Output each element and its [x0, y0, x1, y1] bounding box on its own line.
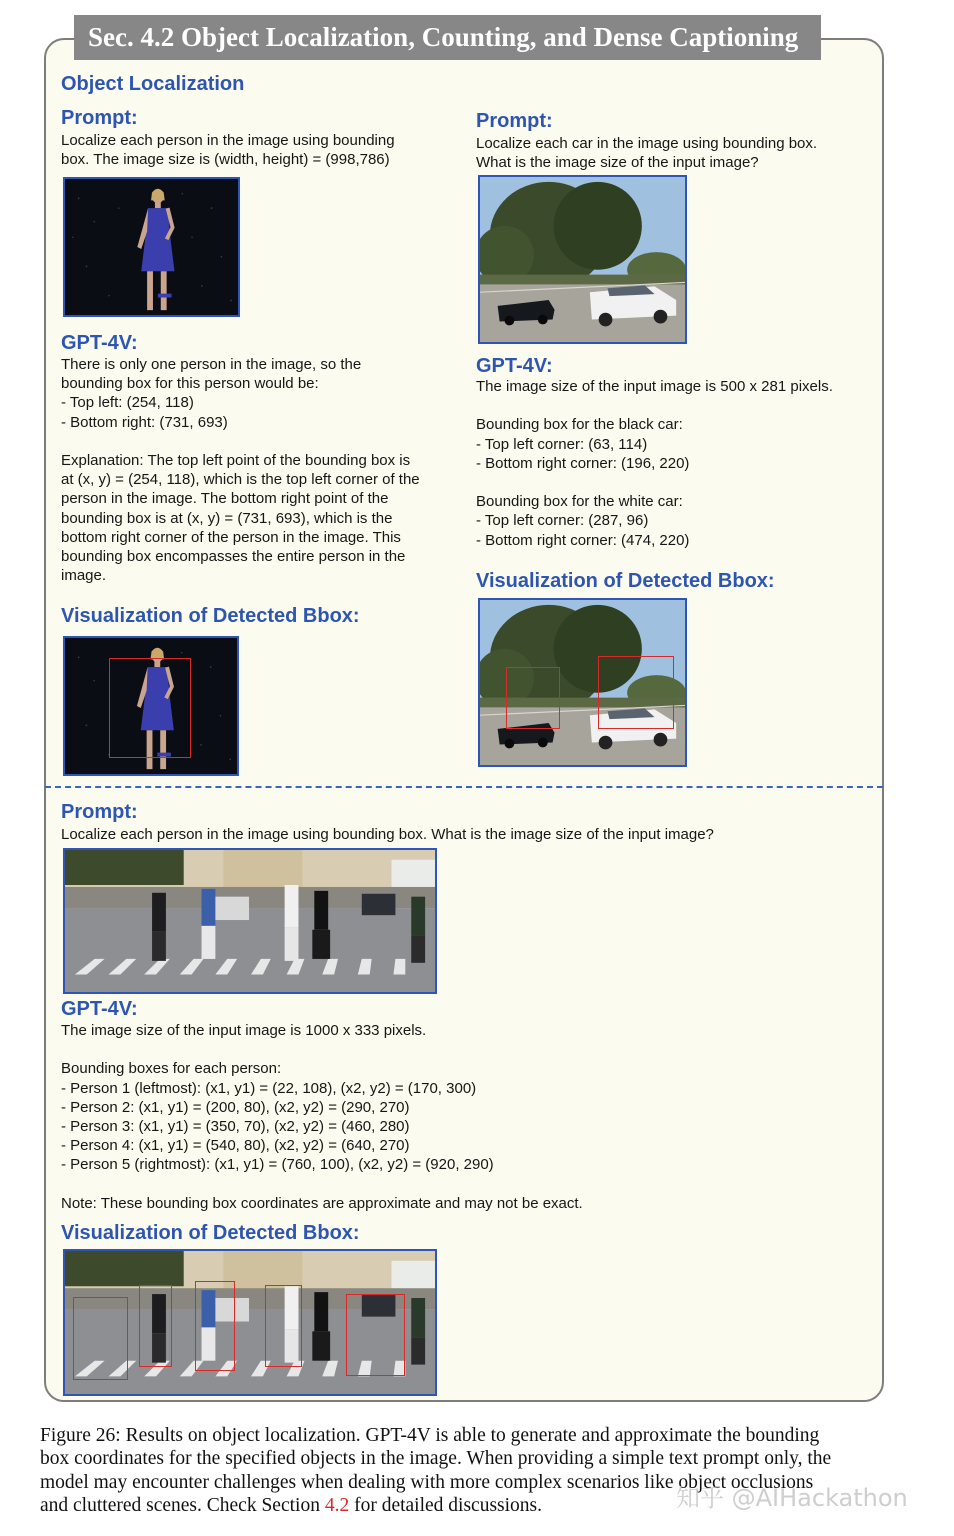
text-line: Localize each person in the image using bounding	[61, 132, 395, 149]
text-line: bounding box is at (x, y) = (731, 693), which is the	[61, 509, 393, 527]
ex3-vis-image	[63, 1249, 437, 1396]
text-line: Localize each car in the image using bounding box.	[476, 135, 818, 152]
bbox-white-car	[598, 656, 675, 729]
text-line: image.	[61, 567, 107, 585]
text-line: - Person 3: (x1, y1) = (350, 70), (x2, y2) = (460, 280)	[61, 1118, 410, 1135]
blank-line	[476, 473, 833, 492]
crosswalk-photo	[65, 850, 435, 992]
text-line: Note: These bounding box coordinates are approximate and may not be exact.	[61, 1194, 583, 1212]
caption-text: for detailed discussions.	[349, 1495, 543, 1517]
ex3-response-label: GPT-4V:	[61, 998, 138, 1020]
blank-line	[61, 432, 420, 451]
ex2-vis-label: Visualization of Detected Bbox:	[476, 570, 775, 592]
text-line: Explanation: The top left point of the bounding box is	[61, 452, 411, 469]
text-line: bottom right corner of the person in the image. This	[61, 528, 401, 546]
bbox-person-1	[73, 1297, 128, 1379]
caption-line: model may encounter challenges when dealing with more complex scenarios like object occlusions	[40, 1471, 814, 1493]
ex1-vis-image	[63, 636, 239, 776]
text-line: - Bottom right: (731, 693)	[61, 413, 228, 431]
text-line: - Person 2: (x1, y1) = (200, 80), (x2, y2) = (290, 270)	[61, 1098, 410, 1116]
text-line: There is only one person in the image, so the	[61, 356, 362, 373]
ex1-prompt-label: Prompt:	[61, 107, 138, 129]
text-line: box. The image size is (width, height) = (998,786)	[61, 151, 390, 169]
section-divider	[45, 786, 883, 788]
section-link[interactable]: 4.2	[324, 1495, 350, 1517]
text-line: - Top left corner: (63, 114)	[476, 435, 648, 453]
bbox-person-3	[195, 1281, 236, 1371]
ex2-vis-image	[478, 598, 687, 767]
text-line: Localize each person in the image using bounding box. What is the image size of the input image?	[61, 826, 714, 843]
ex3-prompt-text	[61, 825, 714, 844]
ex1-prompt-text	[61, 131, 395, 169]
ex3-prompt-label: Prompt:	[61, 801, 138, 823]
ex2-prompt-text	[476, 134, 817, 172]
text-line: What is the image size of the input image?	[476, 154, 759, 172]
ex3-input-image	[63, 848, 437, 994]
caption-line: Figure 26: Results on object localization. GPT-4V is able to generate and approximate the bounding	[40, 1425, 820, 1446]
text-line: person in the image. The bottom right point of the	[61, 490, 389, 508]
ex1-response-label: GPT-4V:	[61, 332, 138, 354]
concert-photo	[65, 179, 238, 315]
ex1-vis-label: Visualization of Detected Bbox:	[61, 605, 360, 627]
ex2-response-text	[476, 377, 833, 550]
ex2-prompt-label: Prompt:	[476, 110, 553, 132]
text-line: - Person 5 (rightmost): (x1, y1) = (760, 100), (x2, y2) = (920, 290)	[61, 1156, 494, 1174]
text-line: bounding box for this person would be:	[61, 375, 319, 393]
text-line: Bounding box for the black car:	[476, 416, 683, 434]
text-line: - Person 1 (leftmost): (x1, y1) = (22, 108), (x2, y2) = (170, 300)	[61, 1079, 477, 1097]
text-line: The image size of the input image is 1000 x 333 pixels.	[61, 1022, 427, 1039]
text-line: The image size of the input image is 500 x 281 pixels.	[476, 378, 833, 395]
watermark: 知乎 @AIHackathon	[676, 1484, 908, 1512]
text-line: Bounding box for the white car:	[476, 493, 683, 511]
ex2-input-image	[478, 175, 687, 344]
bbox-person-2	[139, 1285, 172, 1367]
ex3-response-text	[61, 1021, 583, 1213]
blank-line	[61, 1175, 583, 1194]
bbox-black-car	[506, 667, 561, 729]
text-line: - Person 4: (x1, y1) = (540, 80), (x2, y2) = (640, 270)	[61, 1137, 410, 1155]
text-line: - Top left: (254, 118)	[61, 394, 194, 412]
blank-line	[476, 396, 833, 415]
text-line: bounding box encompasses the entire person in the	[61, 548, 406, 566]
text-line: at (x, y) = (254, 118), which is the top left corner of the	[61, 471, 420, 489]
subsection-title: Object Localization	[61, 73, 245, 95]
caption-line: box coordinates for the specified objects in the image. When providing a simple text prompt only, the	[40, 1448, 832, 1470]
text-line: - Bottom right corner: (196, 220)	[476, 454, 690, 472]
ex1-response-text	[61, 355, 420, 585]
ex3-vis-label: Visualization of Detected Bbox:	[61, 1222, 360, 1244]
road-cars-photo	[480, 177, 685, 342]
section-title: Sec. 4.2 Object Localization, Counting, and Dense Captioning	[74, 15, 821, 60]
text-line: Bounding boxes for each person:	[61, 1060, 282, 1078]
blank-line	[61, 1040, 583, 1059]
ex1-input-image	[63, 177, 240, 317]
caption-text: and cluttered scenes. Check Section	[40, 1495, 325, 1517]
text-line: - Bottom right corner: (474, 220)	[476, 531, 690, 549]
ex2-response-label: GPT-4V:	[476, 355, 553, 377]
bbox-person-5	[346, 1294, 405, 1376]
text-line: - Top left corner: (287, 96)	[476, 512, 649, 530]
bbox-person	[109, 658, 191, 757]
bbox-person-4	[265, 1285, 302, 1367]
